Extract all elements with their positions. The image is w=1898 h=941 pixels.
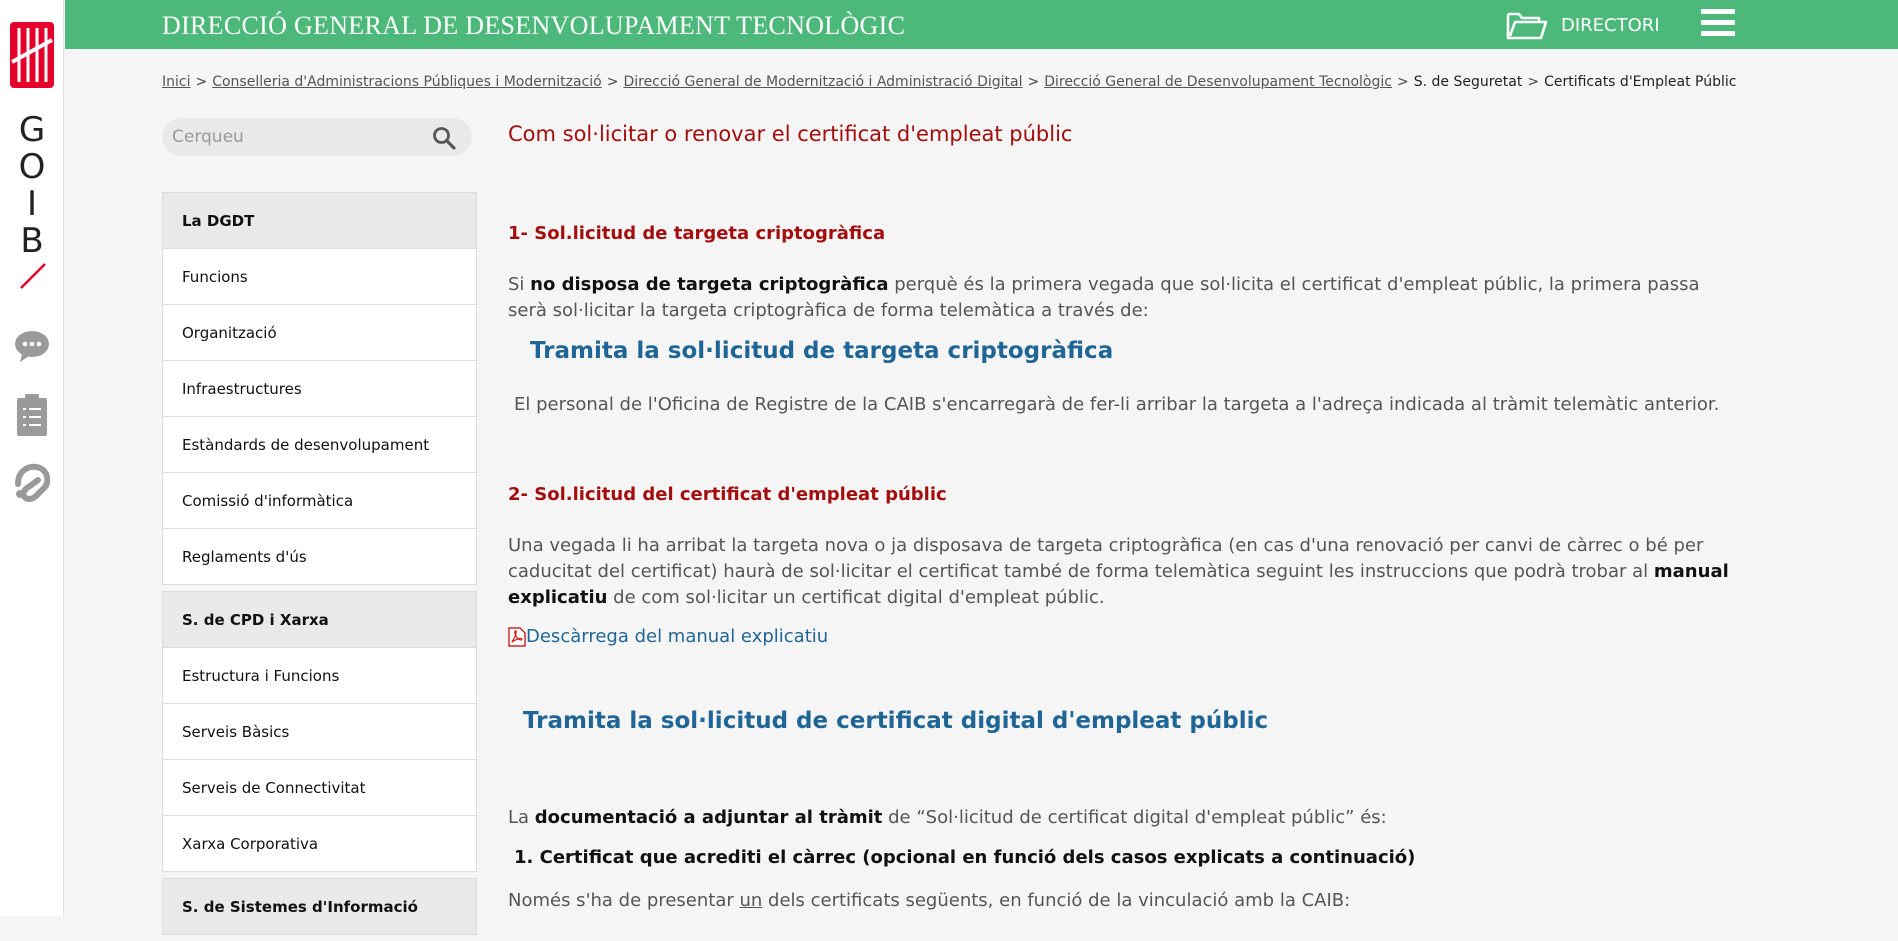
breadcrumb-link-inici[interactable]: Inici <box>162 74 191 90</box>
sidebar-item-reglaments[interactable]: Reglaments d'ús <box>163 528 476 584</box>
breadcrumb-current: Certificats d'Empleat Públic <box>1544 74 1737 90</box>
breadcrumb-item-seguretat: S. de Seguretat <box>1413 74 1523 90</box>
tramita-targeta-link[interactable]: Tramita la sol·licitud de targeta criptogràfica <box>530 338 1114 364</box>
breadcrumb-separator: > <box>1527 74 1540 90</box>
section1-paragraph-2: El personal de l'Oficina de Registre de la CAIB s'encarregarà de fer-li arribar la targeta a l'adreça indicada al tràmit telemàtic anterior. <box>514 394 1720 415</box>
text-fragment: Només s'ha de presentar <box>508 890 740 911</box>
sidebar-item-estandards[interactable]: Estàndards de desenvolupament <box>163 416 476 472</box>
text-fragment: de “Sol·licitud de certificat digital d'empleat públic” és: <box>882 807 1387 828</box>
goib-letter-b: B <box>20 221 44 261</box>
sidebar-group-dgdt <box>162 192 477 585</box>
sidebar-item-comissio[interactable]: Comissió d'informàtica <box>163 472 476 528</box>
sidebar-item-xarxa-corporativa[interactable]: Xarxa Corporativa <box>163 815 476 871</box>
text-underline: un <box>739 890 763 911</box>
breadcrumb-link-dgmad[interactable]: Direcció General de Modernització i Administració Digital <box>623 74 1023 90</box>
search-icon[interactable] <box>432 126 456 150</box>
list-item-1: 1. Certificat que acrediti el càrrec (opcional en funció dels casos explicats a continuació) <box>514 847 1416 868</box>
text-bold: no disposa de targeta criptogràfica <box>530 274 889 295</box>
section2-paragraph <box>508 533 1738 611</box>
sidebar-menu <box>162 192 477 941</box>
goib-letter-g: G <box>18 110 46 150</box>
page-title: Com sol·licitar o renovar el certificat d'empleat públic <box>508 122 1073 146</box>
sidebar-item-funcions[interactable]: Funcions <box>163 248 476 304</box>
sidebar-item-infraestructures[interactable]: Infraestructures <box>163 360 476 416</box>
text-fragment: La <box>508 807 535 828</box>
breadcrumb-separator: > <box>606 74 619 90</box>
folder-open-icon <box>1505 8 1549 42</box>
sidebar-group-cpd-xarxa <box>162 591 477 872</box>
sidebar-item-connectivitat[interactable]: Serveis de Connectivitat <box>163 759 476 815</box>
breadcrumb-separator: > <box>1027 74 1040 90</box>
breadcrumb-link-conselleria[interactable]: Conselleria d'Administracions Públiques i Modernització <box>212 74 602 90</box>
goib-letter-o: O <box>18 147 46 187</box>
goib-logo[interactable] <box>10 22 54 88</box>
sidebar-group-title[interactable]: S. de CPD i Xarxa <box>163 592 476 647</box>
breadcrumb <box>162 74 1737 90</box>
text-bold: documentació a adjuntar al tràmit <box>534 807 883 828</box>
left-rail <box>0 0 64 916</box>
section1-paragraph <box>508 272 1738 324</box>
breadcrumb-separator: > <box>1396 74 1409 90</box>
directori-label: DIRECTORI <box>1561 14 1660 36</box>
chat-icon[interactable] <box>14 328 50 364</box>
text-fragment: dels certificats següents, en funció de la vinculació amb la CAIB: <box>762 890 1351 911</box>
text-fragment: perquè és la primera vegada que sol·licita el certificat d'empleat públic, la primera passa serà sol·licitar la targeta criptogràfica de forma telemàtica a través de: <box>508 274 1700 321</box>
clipboard-icon[interactable] <box>14 394 50 438</box>
text-fragment: de com sol·licitar un certificat digital d'empleat públic. <box>607 587 1105 608</box>
tramita-certificat-link[interactable]: Tramita la sol·licitud de certificat digital d'empleat públic <box>523 708 1269 734</box>
download-manual-label: Descàrrega del manual explicatiu <box>526 626 829 647</box>
text-fragment: Una vegada li ha arribat la targeta nova o ja disposava de targeta criptogràfica (en cas d'una renovació per canvi de càrrec o bé per caducitat del certificat) haurà de sol·licitar el certificat també de forma telemàtica seguint les instruccions que podrà trobar al <box>508 535 1704 582</box>
hamburger-menu-icon[interactable] <box>1701 9 1735 39</box>
documentation-paragraph <box>508 805 1738 831</box>
download-manual-link[interactable] <box>508 626 828 647</box>
breadcrumb-link-dgdt[interactable]: Direcció General de Desenvolupament Tecnològic <box>1044 74 1392 90</box>
text-fragment: Si <box>508 274 531 295</box>
site-title[interactable]: DIRECCIÓ GENERAL DE DESENVOLUPAMENT TECNOLÒGIC <box>162 11 906 40</box>
sidebar-item-estructura[interactable]: Estructura i Funcions <box>163 647 476 703</box>
section-heading-1: 1- Sol.licitud de targeta criptogràfica <box>508 223 886 244</box>
goib-letter-i: I <box>26 184 38 224</box>
pdf-icon <box>508 627 526 647</box>
sidebar-item-serveis-basics[interactable]: Serveis Bàsics <box>163 703 476 759</box>
section-heading-2: 2- Sol.licitud del certificat d'empleat públic <box>508 484 947 505</box>
accessibility-icon[interactable] <box>14 462 50 502</box>
text-bold: manual explicatiu <box>508 561 1729 608</box>
logo-slash-icon <box>19 262 47 290</box>
sidebar-item-organitzacio[interactable]: Organització <box>163 304 476 360</box>
sidebar-group-sistemes <box>162 878 477 935</box>
breadcrumb-separator: > <box>195 74 208 90</box>
search-input[interactable] <box>172 125 412 149</box>
sidebar-group-title[interactable]: S. de Sistemes d'Informació <box>163 879 476 934</box>
search-box <box>162 118 472 156</box>
certificates-paragraph <box>508 888 1738 914</box>
sidebar-group-title[interactable]: La DGDT <box>163 193 476 248</box>
goib-wordmark <box>0 112 64 260</box>
top-header-bar <box>65 0 1898 49</box>
directori-button[interactable] <box>1505 8 1660 42</box>
